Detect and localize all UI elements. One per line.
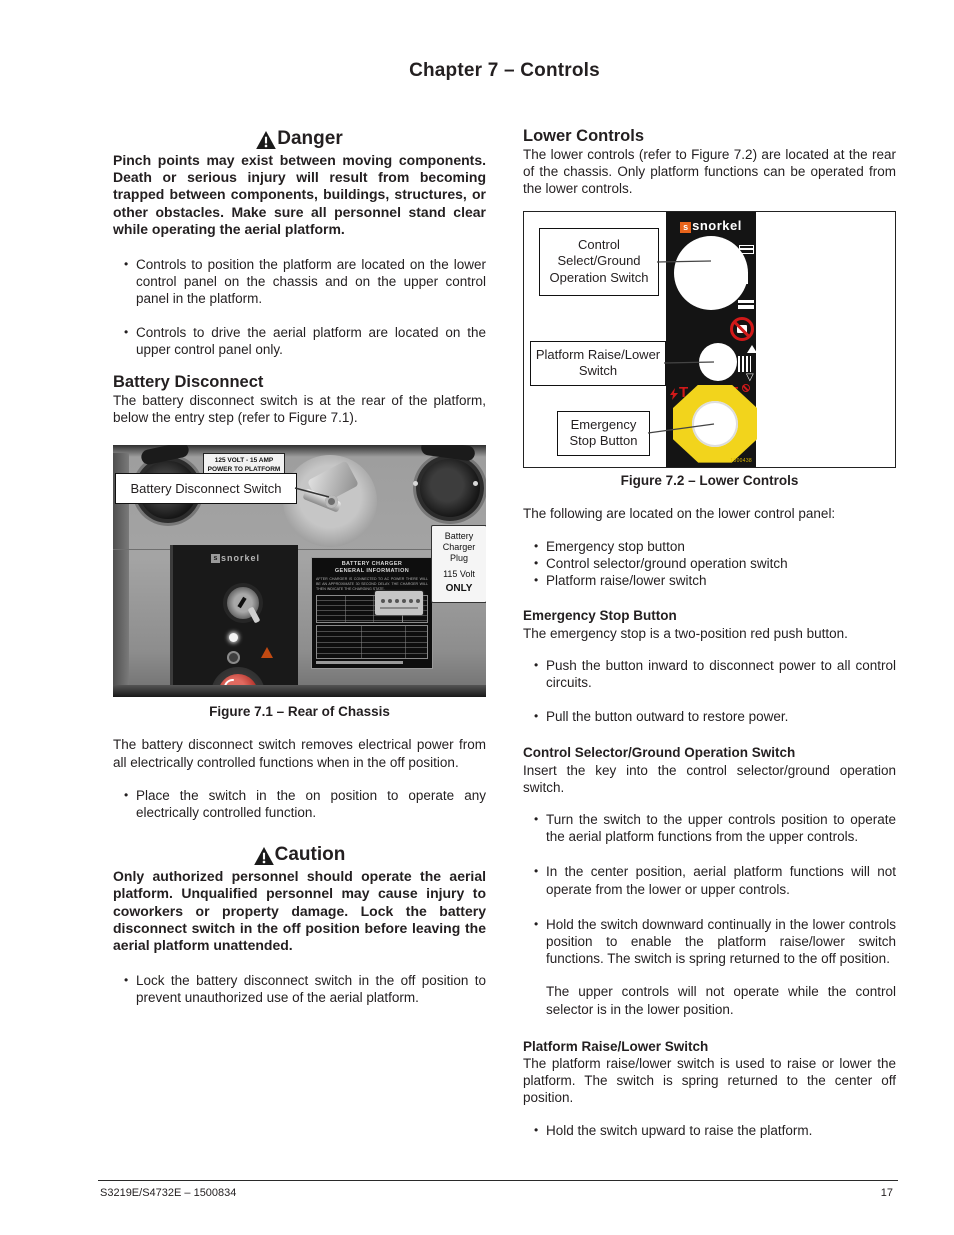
photo-bottom-shadow <box>113 685 486 697</box>
footer-document-number: S3219E/S4732E – 1500834 <box>100 1187 237 1199</box>
placard-footnote <box>316 661 403 664</box>
bullet-marker: • <box>534 864 539 879</box>
battery-disconnect-body: The battery disconnect switch is at the rear of the platform, below the entry step (refer to Figure 7.1). <box>113 393 486 426</box>
bullet-marker: • <box>534 657 539 672</box>
warning-triangle-icon <box>256 131 276 149</box>
upper-controls-position-icon <box>739 245 754 254</box>
disconnect-removes-power-body: The battery disconnect switch removes electrical power from all electrically controlled functions when in the off position. <box>113 737 486 770</box>
bullet-marker: • <box>124 257 129 272</box>
indicator-dots <box>381 599 385 603</box>
selector-heading: Control Selector/Ground Operation Switch <box>523 745 796 761</box>
battery-disconnect-callout: Battery Disconnect Switch <box>115 473 297 504</box>
bullet-marker: • <box>534 709 539 724</box>
estop-body: The emergency stop is a two-position red push button. <box>523 625 848 641</box>
danger-bullet-1: • Controls to position the platform are located on the lower control panel on the chassis and on the upper control panel in the platform. <box>113 256 486 308</box>
estop-callout: Emergency Stop Button <box>557 411 650 456</box>
figure-7-1-photo <box>113 445 486 697</box>
caution-body: Only authorized personnel should operate the aerial platform. Unqualified personnel may cause injury to coworkers or property damage. Lock the battery disconnect switch in the off position before leaving the aerial platform unattended. <box>113 868 486 954</box>
figure-7-2-diagram <box>523 211 896 468</box>
battery-charger-plug-label: Battery Charger Plug 115 Volt ONLY <box>431 525 486 603</box>
center-position-icon <box>745 272 748 284</box>
lower-controls-list <box>523 538 896 590</box>
caution-header <box>113 842 486 866</box>
charger-control-panel <box>170 545 298 697</box>
indicator-led <box>229 633 238 642</box>
snorkel-logo-small: s snorkel <box>173 553 298 563</box>
caution-title: Caution <box>274 844 346 866</box>
list-item: • Emergency stop button <box>523 538 896 555</box>
bullet-marker: • <box>534 812 539 827</box>
platform-raise-lower-switch <box>699 343 737 381</box>
raise-lower-body: The platform raise/lower switch is used to raise or lower the platform. The switch is spring returned to the center off position. <box>523 1056 896 1106</box>
push-stop-icon: T <box>679 383 689 401</box>
lower-control-panel <box>666 212 756 467</box>
raise-lower-bullet: • Hold the switch upward to raise the platform. <box>523 1122 896 1139</box>
emergency-stop-button <box>692 401 738 447</box>
lower-controls-heading: Lower Controls <box>523 127 645 145</box>
selector-bullet-1: • Turn the switch to the upper controls position to operate the aerial platform functions from the upper controls. <box>523 811 896 845</box>
raise-arrow-icon <box>747 345 757 353</box>
keyhole <box>237 597 246 608</box>
battery-disconnect-heading: Battery Disconnect <box>113 373 264 392</box>
lightning-icon <box>670 388 678 400</box>
place-switch-bullet: • Place the switch in the on position to operate any electrically controlled function. <box>113 787 486 821</box>
disconnect-switch-recess <box>283 455 377 547</box>
raise-lower-icon <box>738 345 760 383</box>
list-item: • Control selector/ground operation switch <box>523 555 896 572</box>
bullet-marker: • <box>534 916 539 931</box>
bullet-marker: • <box>124 787 129 802</box>
control-select-switch <box>674 236 748 310</box>
estop-bullet-1: • Push the button inward to disconnect power to all control circuits. <box>523 657 896 691</box>
following-located-body: The following are located on the lower control panel: <box>523 505 836 521</box>
prohibition-icon <box>730 317 754 341</box>
raise-lower-callout: Platform Raise/Lower Switch <box>530 341 666 386</box>
figure-7-1-caption: Figure 7.1 – Rear of Chassis <box>209 704 390 720</box>
footer-divider <box>98 1180 898 1181</box>
selector-note: The upper controls will not operate while the control selector is in the lower position. <box>546 984 896 1017</box>
warning-triangle-icon <box>254 847 274 865</box>
charger-connector-right <box>416 455 484 521</box>
decal-part-number: 1500438 <box>730 457 752 464</box>
right-column <box>523 126 896 1139</box>
bullet-marker: • <box>534 573 539 588</box>
platform-pictogram <box>738 356 751 372</box>
lower-controls-position-icon <box>738 305 754 309</box>
bullet-marker: • <box>534 538 539 553</box>
battery-status-indicator <box>375 591 423 615</box>
diagnosis-table <box>316 625 428 659</box>
bullet-marker: • <box>534 1122 539 1137</box>
selector-bullet-3: • Hold the switch downward continually in the lower controls position to enable the platform raise/lower switch functions. The switch is spring returned to the off position. <box>523 916 896 968</box>
power-to-platform-label: 125 VOLT - 15 AMP POWER TO PLATFORM <box>203 453 285 475</box>
raise-lower-heading: Platform Raise/Lower Switch <box>523 1038 709 1054</box>
lower-controls-position-icon <box>738 300 754 303</box>
left-column <box>113 126 486 1007</box>
toggle-switch <box>227 651 240 664</box>
estop-bullet-2: • Pull the button outward to restore power. <box>523 708 896 725</box>
bullet-marker: • <box>124 324 129 339</box>
snorkel-logo: s snorkel <box>666 218 756 233</box>
selector-bullet-2: • In the center position, aerial platform functions will not operate from the lower or upper controls. <box>523 863 896 897</box>
danger-title: Danger <box>277 128 343 149</box>
bullet-marker: • <box>124 973 129 988</box>
danger-body: Pinch points may exist between moving components. Death or serious injury will result from becoming trapped between components, buildings, structures, or other obstacles. Make sure all personnel stand clear while operating the aerial platform. <box>113 152 486 237</box>
up-arrow-decal <box>261 647 273 658</box>
danger-bullet-2: • Controls to drive the aerial platform are located on the upper control panel only. <box>113 324 486 358</box>
page-title: Chapter 7 – Controls <box>409 60 600 81</box>
selector-body: Insert the key into the control selector/ground operation switch. <box>523 762 896 795</box>
no-circle-icon <box>742 384 750 392</box>
lower-controls-body: The lower controls (refer to Figure 7.2) are located at the rear of the chassis. Only platform functions can be operated from the lower controls. <box>523 147 896 197</box>
estop-heading: Emergency Stop Button <box>523 608 677 624</box>
indicator-text-line <box>380 607 418 609</box>
list-item: • Platform raise/lower switch <box>523 572 896 589</box>
footer-page-number: 17 <box>880 1187 893 1199</box>
lower-arrow-icon: ▽ <box>746 371 754 383</box>
bullet-marker: • <box>534 556 539 571</box>
control-select-callout: Control Select/Ground Operation Switch <box>539 228 659 296</box>
danger-header <box>113 126 486 150</box>
lock-switch-bullet: • Lock the battery disconnect switch in the off position to prevent unauthorized use of the aerial platform. <box>113 972 486 1006</box>
battery-charger-placard: BATTERY CHARGER GENERAL INFORMATION AFTER CHARGER IS CONNECTED TO AC POWER THERE WILL BE AN APPROXIMATE 30 SECOND DELAY. THE CHARGER WILL THEN INDICATE THE CHARGING STATE. <box>311 557 433 669</box>
figure-7-2-caption: Figure 7.2 – Lower Controls <box>620 472 799 488</box>
